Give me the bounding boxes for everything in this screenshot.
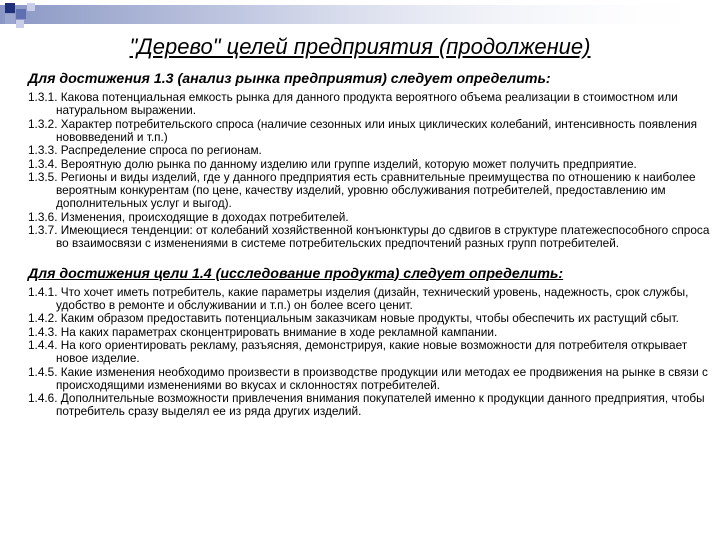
list-item: 1.4.6. Дополнительные возможности привлечения внимания покупателей именно к продукции данного предприятия, чтобы потребитель сразу выделял ее из ряда других изделий.	[28, 391, 705, 418]
list-item: 1.3.6. Изменения, происходящие в доходах потребителей.	[28, 209, 349, 224]
section-1-3-list	[28, 91, 710, 250]
section-heading-1-4: Для достижения цели 1.4 (исследование продукта) следует определить:	[28, 265, 564, 282]
list-item: 1.4.5. Какие изменения необходимо произвести в производстве продукции или методах ее продвижения на рынке в связи с происходящими изменениями во вкусах и склонностях потребителей.	[28, 364, 708, 392]
list-item: 1.4.4. На кого ориентировать рекламу, разъясняя, демонстрируя, какие новые возможности для потребителя открывает новое изделие.	[28, 338, 688, 365]
list-item: 1.3.3. Распределение спроса по регионам.	[28, 143, 262, 157]
list-item: 1.4.3. На каких параметрах сконцентрировать внимание в ходе рекламной кампании.	[28, 324, 498, 339]
slide-content	[28, 70, 710, 419]
list-item: 1.3.5. Регионы и виды изделий, где у данного предприятия есть сравнительные преимущества по отношению к наиболее вероятным конкурентам (по цене, качеству изделий, уровню обслуживания потребителей, предоставлению им дополнительных услуг и выгод).	[28, 170, 696, 210]
list-item: 1.4.2. Каким образом предоставить потенциальным заказчикам новые продукты, чтобы обеспечить их растущий сбыт.	[28, 311, 679, 325]
section-spacer	[28, 251, 710, 265]
section-heading-1-3: Для достижения 1.3 (анализ рынка предприятия) следует определить:	[28, 71, 551, 87]
slide-title: "Дерево" целей предприятия (продолжение)	[129, 34, 591, 59]
section-1-4-list	[28, 286, 710, 419]
list-item: 1.3.7. Имеющиеся тенденции: от колебаний хозяйственной конъюнктуры до сдвигов в структуре платежеспособного спроса во взаимосвязи с изменениями в системе потребительских предпочтений разных групп потребителей.	[28, 223, 710, 250]
list-item: 1.3.2. Характер потребительского спроса (наличие сезонных или иных циклических колебаний, интенсивность появления нововведений и т.п.)	[28, 116, 697, 144]
list-item: 1.4.1. Что хочет иметь потребитель, какие параметры изделия (дизайн, технический уровень, надежность, срок службы, удобство в ремонте и обслуживании и т.п.) он более всего ценит.	[28, 284, 689, 312]
list-item: 1.3.4. Вероятную долю рынка по данному изделию или группе изделий, которую может получить предприятие.	[28, 156, 637, 171]
list-item: 1.3.1. Какова потенциальная емкость рынка для данного продукта вероятного объема реализации в стоимостном или натуральном выражении.	[28, 90, 678, 117]
